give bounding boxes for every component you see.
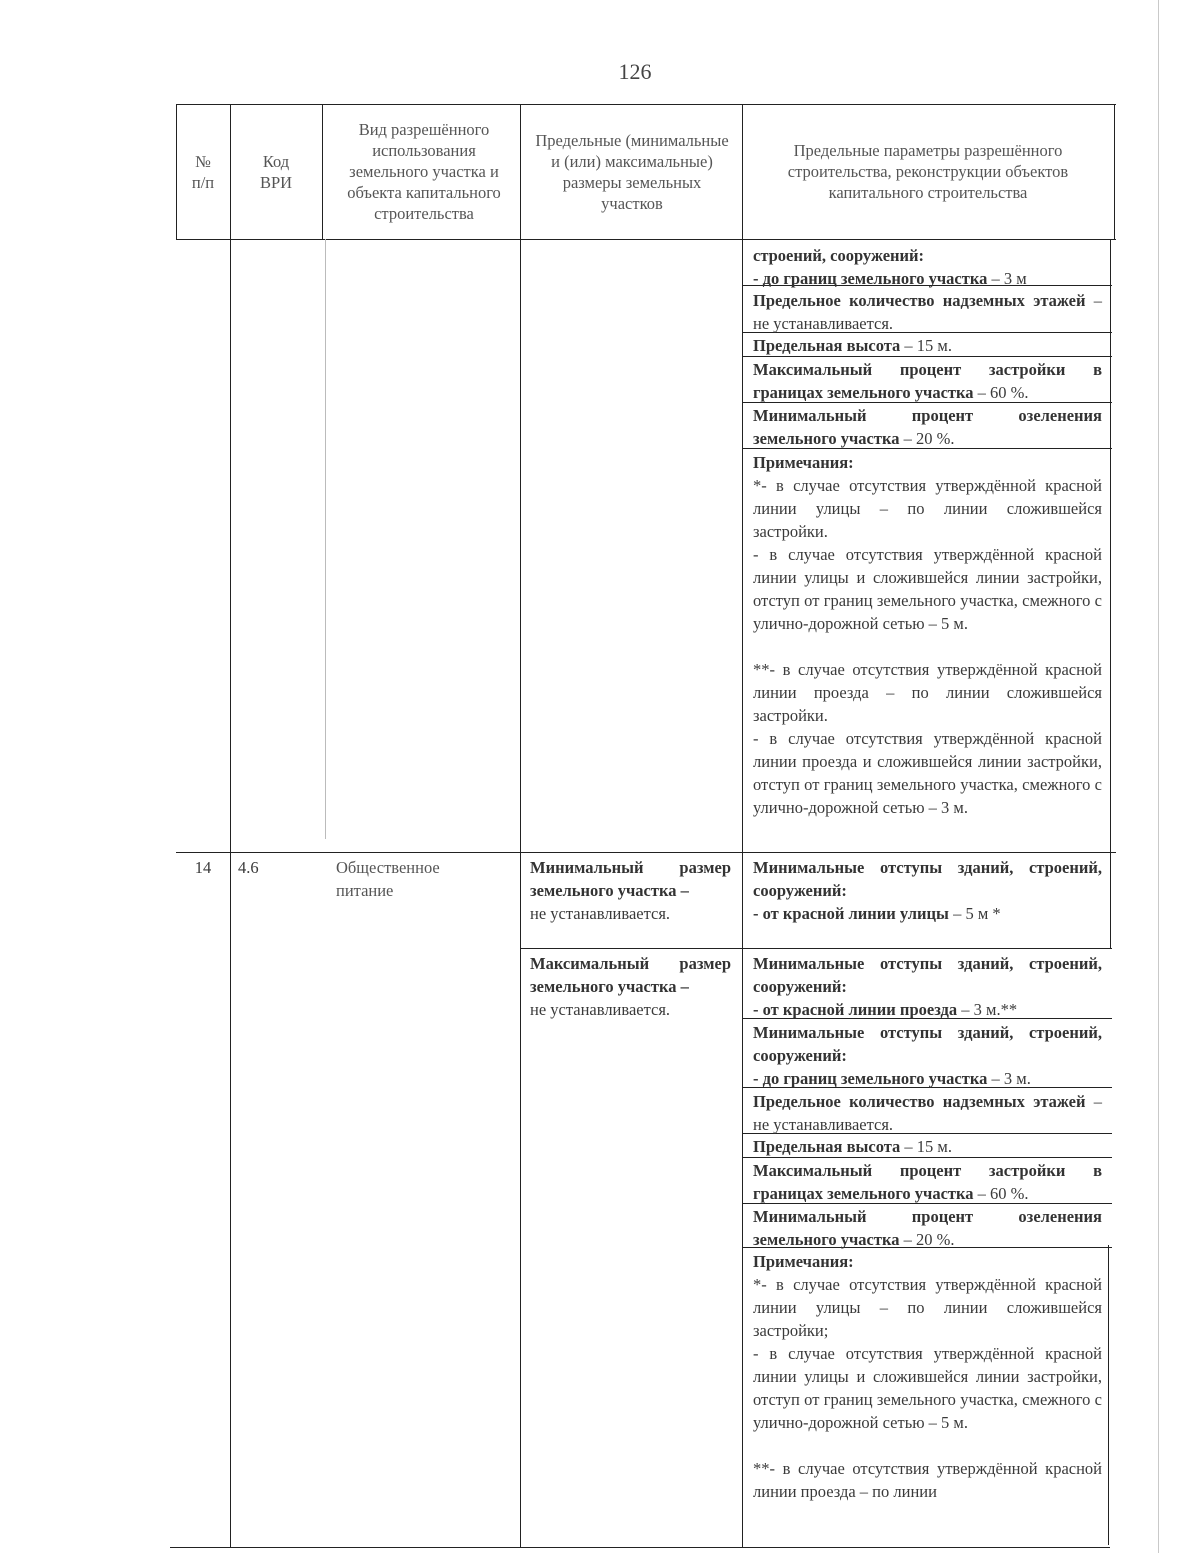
page-edge <box>1158 0 1159 1553</box>
notes-block-2: Примечания: *- в случае отсутствия утверждённой красной линии улицы – по линии сложившейся застройки; - в случае отсутствия утверждённой красной линии улицы и сложившейся линии застройки, отступ от границ земельного участка, смежного с улично-дорожной сетью – 5 м. **- в случае отсутствия утверждённой красной линии проезда – по линии <box>753 1252 1102 1501</box>
notes-block-1: Примечания: *- в случае отсутствия утверждённой красной линии улицы – по линии сложившейся застройки. - в случае отсутствия утверждённой красной линии улицы и сложившейся линии застройки, отступ от границ земельного участка, смежного с улично-дорожной сетью – 5 м. **- в случае отсутствия утверждённой красной линии проезда – по линии сложившейся застройки. - в случае отсутствия утверждённой красной линии проезда и сложившейся линии застройки, отступ от границ земельного участка, смежного с улично-дорожной сетью – 3 м. <box>753 453 1102 817</box>
param-continued-1: строений, сооружений: - до границ земельного участка – 3 м <box>753 246 1027 288</box>
row14-code: 4.6 <box>238 858 259 877</box>
row14-setback-boundary: Минимальные отступы зданий, строений, сооружений: - до границ земельного участка – 3 м. <box>753 1023 1102 1088</box>
row14-coverage: Максимальный процент застройки в границах земельного участка – 60 %. <box>753 1161 1102 1203</box>
header-code: Код ВРИ <box>259 151 293 192</box>
header-plot-size: Предельные (минимальные и (или) максимальные) размеры земельных участков <box>535 130 729 213</box>
row14-floors: Предельное количество надземных этажей – не устанавливается. <box>753 1092 1102 1134</box>
header-use-type: Вид разрешённого использования земельного участка и объекта капитального строительства <box>347 120 501 223</box>
param-greenery: Минимальный процент озеленения земельного участка – 20 %. <box>753 406 1102 448</box>
row14-greenery: Минимальный процент озеленения земельного участка – 20 %. <box>753 1207 1102 1249</box>
page-number: 126 <box>618 59 652 84</box>
row14-setback-passage: Минимальные отступы зданий, строений, сооружений: - от красной линии проезда – 3 м.** <box>753 954 1102 1019</box>
param-coverage: Максимальный процент застройки в границах земельного участка – 60 %. <box>753 360 1102 402</box>
header-parameters: Предельные параметры разрешённого строительства, реконструкции объектов капитального строительства <box>787 141 1069 202</box>
param-floors: Предельное количество надземных этажей – не устанавливается. <box>753 291 1102 333</box>
row14-use-type: Общественное питание <box>336 858 440 900</box>
header-number: № п/п <box>191 151 215 192</box>
row14-number: 14 <box>194 858 212 877</box>
row14-max-size: Максимальный размер земельного участка – не устанавливается. <box>530 954 731 1019</box>
param-height: Предельная высота – 15 м. <box>753 336 952 355</box>
row14-min-size: Минимальный размер земельного участка – не устанавливается. <box>530 858 731 923</box>
row14-height: Предельная высота – 15 м. <box>753 1137 952 1156</box>
row14-setback-street: Минимальные отступы зданий, строений, сооружений: - от красной линии улицы – 5 м * <box>753 858 1102 923</box>
